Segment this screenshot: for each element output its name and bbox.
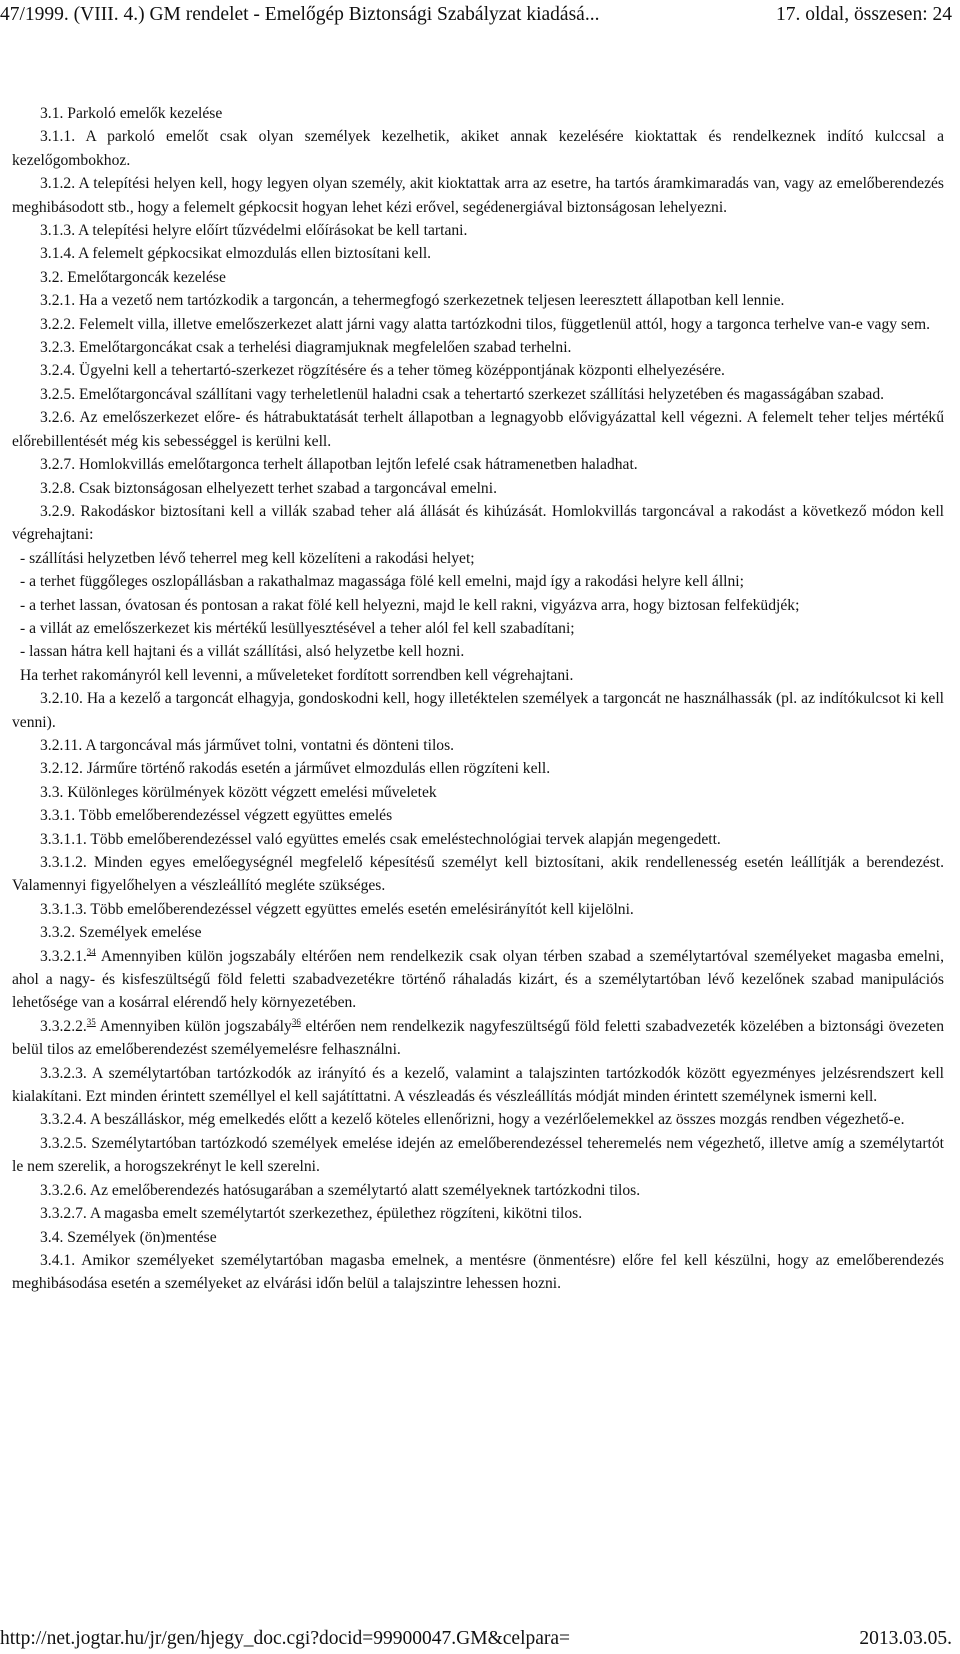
paragraph: 3.2.2. Felemelt villa, illetve emelőszerkezet alatt járni vagy alatta tartózkodni tilos, függetlenül attól, hogy a targonca terhelve van-e vagy sem. (40, 315, 930, 333)
paragraph: 3.3.2.7. A magasba emelt személytartót szerkezethez, épülethez rögzíteni, kikötni tilos. (40, 1205, 583, 1223)
paragraph: 3.2.6. Az emelőszerkezet előre- és hátrabuktatását terhelt állapotban a legnagyobb elővigyázattal kell végezni. A felemelt teher teljes mértékű előrebillentését még kis sebességgel is kerülni kell. (12, 409, 944, 450)
footnote-link[interactable]: 34 (86, 946, 96, 957)
paragraph: 3.2.5. Emelőtargoncával szállítani vagy terheletlenül haladni csak a tehertartó szerkezet szállítási helyzetében és magasságában szabad. (40, 385, 885, 403)
paragraph: 3.2.3. Emelőtargoncákat csak a terhelési diagramjuknak megfelelően szabad terhelni. (40, 339, 572, 357)
list-item: - lassan hátra kell hajtani és a villát szállítási, alsó helyzetbe kell hozni. (20, 643, 465, 661)
paragraph: 3.2.10. Ha a kezelő a targoncát elhagyja, gondoskodni kell, hogy illetéktelen személyek a targoncát ne használhassák (pl. az indítókulcsot ki kell venni). (12, 690, 944, 731)
source-url[interactable]: http://net.jogtar.hu/jr/gen/hjegy_doc.cgi?docid=99900047.GM&celpara= (0, 1628, 571, 1649)
paragraph: 3.3.1.1. Több emelőberendezéssel való együttes emelés csak emeléstechnológiai tervek alapján megengedett. (40, 830, 721, 848)
paragraph: 3.3.2.5. Személytartóban tartózkodó személyek emelése idején az emelőberendezéssel teheremelés nem végezhető, illetve amíg a személytartót le nem szerelik, a horogszekrényt le kell szerelni. (12, 1134, 944, 1176)
paragraph: 3.2.4. Ügyelni kell a tehertartó-szerkezet rögzítésére és a teher tömeg középpontjának központi elhelyezésére. (40, 362, 725, 380)
paragraph: 3.2.9. Rakodáskor biztosítani kell a villák szabad teher alá állását és kihúzását. Homlokvillás targoncával a rakodást a következő módon kell végrehajtani: (12, 502, 944, 544)
section-heading: 3.3. Különleges körülmények között végzett emelési műveletek (40, 783, 437, 801)
paragraph (12, 1015, 944, 1062)
paragraph: 3.1.1. A parkoló emelőt csak olyan személyek kezelhetik, akiket annak kezelésére kioktattak és rendelkeznek indító kulccsal a kezelőgombokhoz. (12, 128, 944, 169)
list-item: - szállítási helyzetben lévő teherrel meg kell közelíteni a rakodási helyet; (20, 549, 475, 567)
section-heading: 3.2. Emelőtargoncák kezelése (40, 268, 226, 286)
paragraph: 3.2.12. Járműre történő rakodás esetén a járművet elmozdulás ellen rögzíteni kell. (40, 760, 551, 778)
list-item: - a terhet lassan, óvatosan és pontosan a rakat fölé kell helyezni, majd le kell rakni, vigyázva arra, hogy biztosan felfeküdjék; (20, 596, 800, 614)
paragraph-text: Amennyiben külön jogszabály (95, 1017, 292, 1035)
print-date: 2013.03.05. (859, 1628, 952, 1649)
footnote-link[interactable]: 36 (291, 1016, 301, 1027)
paragraph: 3.3.1.3. Több emelőberendezéssel végzett együttes emelés esetén emelésirányítót kell kijelölni. (40, 900, 634, 918)
subsection-heading: 3.3.1. Több emelőberendezéssel végzett együttes emelés (40, 807, 393, 825)
document-title: 47/1999. (VIII. 4.) GM rendelet - Emelőgép Biztonsági Szabályzat kiadásá... (0, 4, 600, 25)
paragraph-number: 3.3.2.2. (40, 1017, 87, 1035)
section-heading: 3.1. Parkoló emelők kezelése (40, 105, 223, 122)
page-header (0, 4, 952, 32)
paragraph (12, 945, 944, 1015)
document-body (12, 102, 944, 1296)
paragraph: 3.3.2.4. A beszálláskor, még emelkedés előtt a kezelő köteles ellenőrizni, hogy a vezérlőelemekkel az összes mozgás rendben végezhető-e. (40, 1111, 905, 1129)
section-heading: 3.4. Személyek (ön)mentése (40, 1228, 217, 1246)
page-footer (0, 1628, 952, 1654)
paragraph: 3.2.7. Homlokvillás emelőtargonca terhelt állapotban lejtőn lefelé csak hátramenetben haladhat. (40, 456, 638, 474)
paragraph: 3.1.3. A telepítési helyre előírt tűzvédelmi előírásokat be kell tartani. (40, 222, 468, 240)
subsection-heading: 3.3.2. Személyek emelése (40, 924, 202, 942)
paragraph: 3.1.4. A felemelt gépkocsikat elmozdulás ellen biztosítani kell. (40, 245, 432, 263)
paragraph: 3.2.11. A targoncával más járművet tolni, vontatni és dönteni tilos. (40, 736, 455, 754)
paragraph: 3.3.2.3. A személytartóban tartózkodók az irányító és a kezelő, valamint a talajszinten tartózkodók között egyezményes jelzésrendszert kell kialakítani. Ezt minden érintett személlyel el kell sajátíttatni. A vészleadás és vészleállítás módját minden érintett személynek ismerni kell. (12, 1064, 944, 1106)
paragraph: 3.3.1.2. Minden egyes emelőegységnél megfelelő képesítésű személyt kell biztosítani, akik rendellenesség esetén leállítják a berendezést. Valamennyi figyelőhelyen a vészleállító megléte szükséges. (12, 854, 944, 895)
paragraph: Ha terhet rakományról kell levenni, a műveleteket fordított sorrendben kell végrehajtani. (20, 666, 574, 684)
page-number: 17. oldal, összesen: 24 (775, 4, 952, 25)
paragraph: 3.3.2.6. Az emelőberendezés hatósugarában a személytartó alatt személyeknek tartózkodni tilos. (40, 1181, 641, 1199)
paragraph: 3.1.2. A telepítési helyen kell, hogy legyen olyan személy, akit kioktattak arra az esetre, ha tartós áramkimaradás van, vagy az emelőberendezés meghibásodott stb., hogy a felemelt gépkocsit hogyan lehet kézi erővel, segédenergiával biztonságosan lehelyezni. (12, 175, 944, 216)
list-item: - a terhet függőleges oszlopállásban a rakathalmaz magassága fölé kell emelni, majd így a rakodási helyre kell állni; (20, 573, 744, 591)
paragraph: 3.2.8. Csak biztonságosan elhelyezett terhet szabad a targoncával emelni. (40, 479, 497, 497)
paragraph: 3.4.1. Amikor személyeket személytartóban magasba emelnek, a mentésre (önmentésre) előre fel kell készülni, hogy az emelőberendezés meghibásodása esetén a személyeket az elvárási időn belül a talajszintre lehessen hozni. (12, 1251, 944, 1293)
paragraph: 3.2.1. Ha a vezető nem tartózkodik a targoncán, a tehermegfogó szerkezetnek teljesen leeresztett állapotban kell lennie. (40, 292, 785, 310)
paragraph-text: eltérően nem rendelkezik nagyfeszültségű föld feletti szabadvezeték közelében a biztonsági övezeten belül tilos az emelőberendezést személyemelésre felhasználni. (12, 1017, 945, 1059)
footnote-link[interactable]: 35 (86, 1016, 96, 1027)
list-item: - a villát az emelőszerkezet kis mértékű lesüllyesztésével a teher alól fel kell szabadítani; (20, 619, 575, 637)
paragraph-text: Amennyiben külön jogszabály eltérően nem rendelkezik csak olyan térben szabad a személytartóval személyeket magasba emelni, ahol a nagy- és kisfeszültségű föld feletti szabadvezetékre történő ráhaladás kizárt, és a személytartóban lévő kezelőnek szabad manipulációs lehetősége van a kosárral elérendő hely környezetében. (12, 947, 944, 1012)
paragraph-number: 3.3.2.1. (40, 947, 87, 965)
